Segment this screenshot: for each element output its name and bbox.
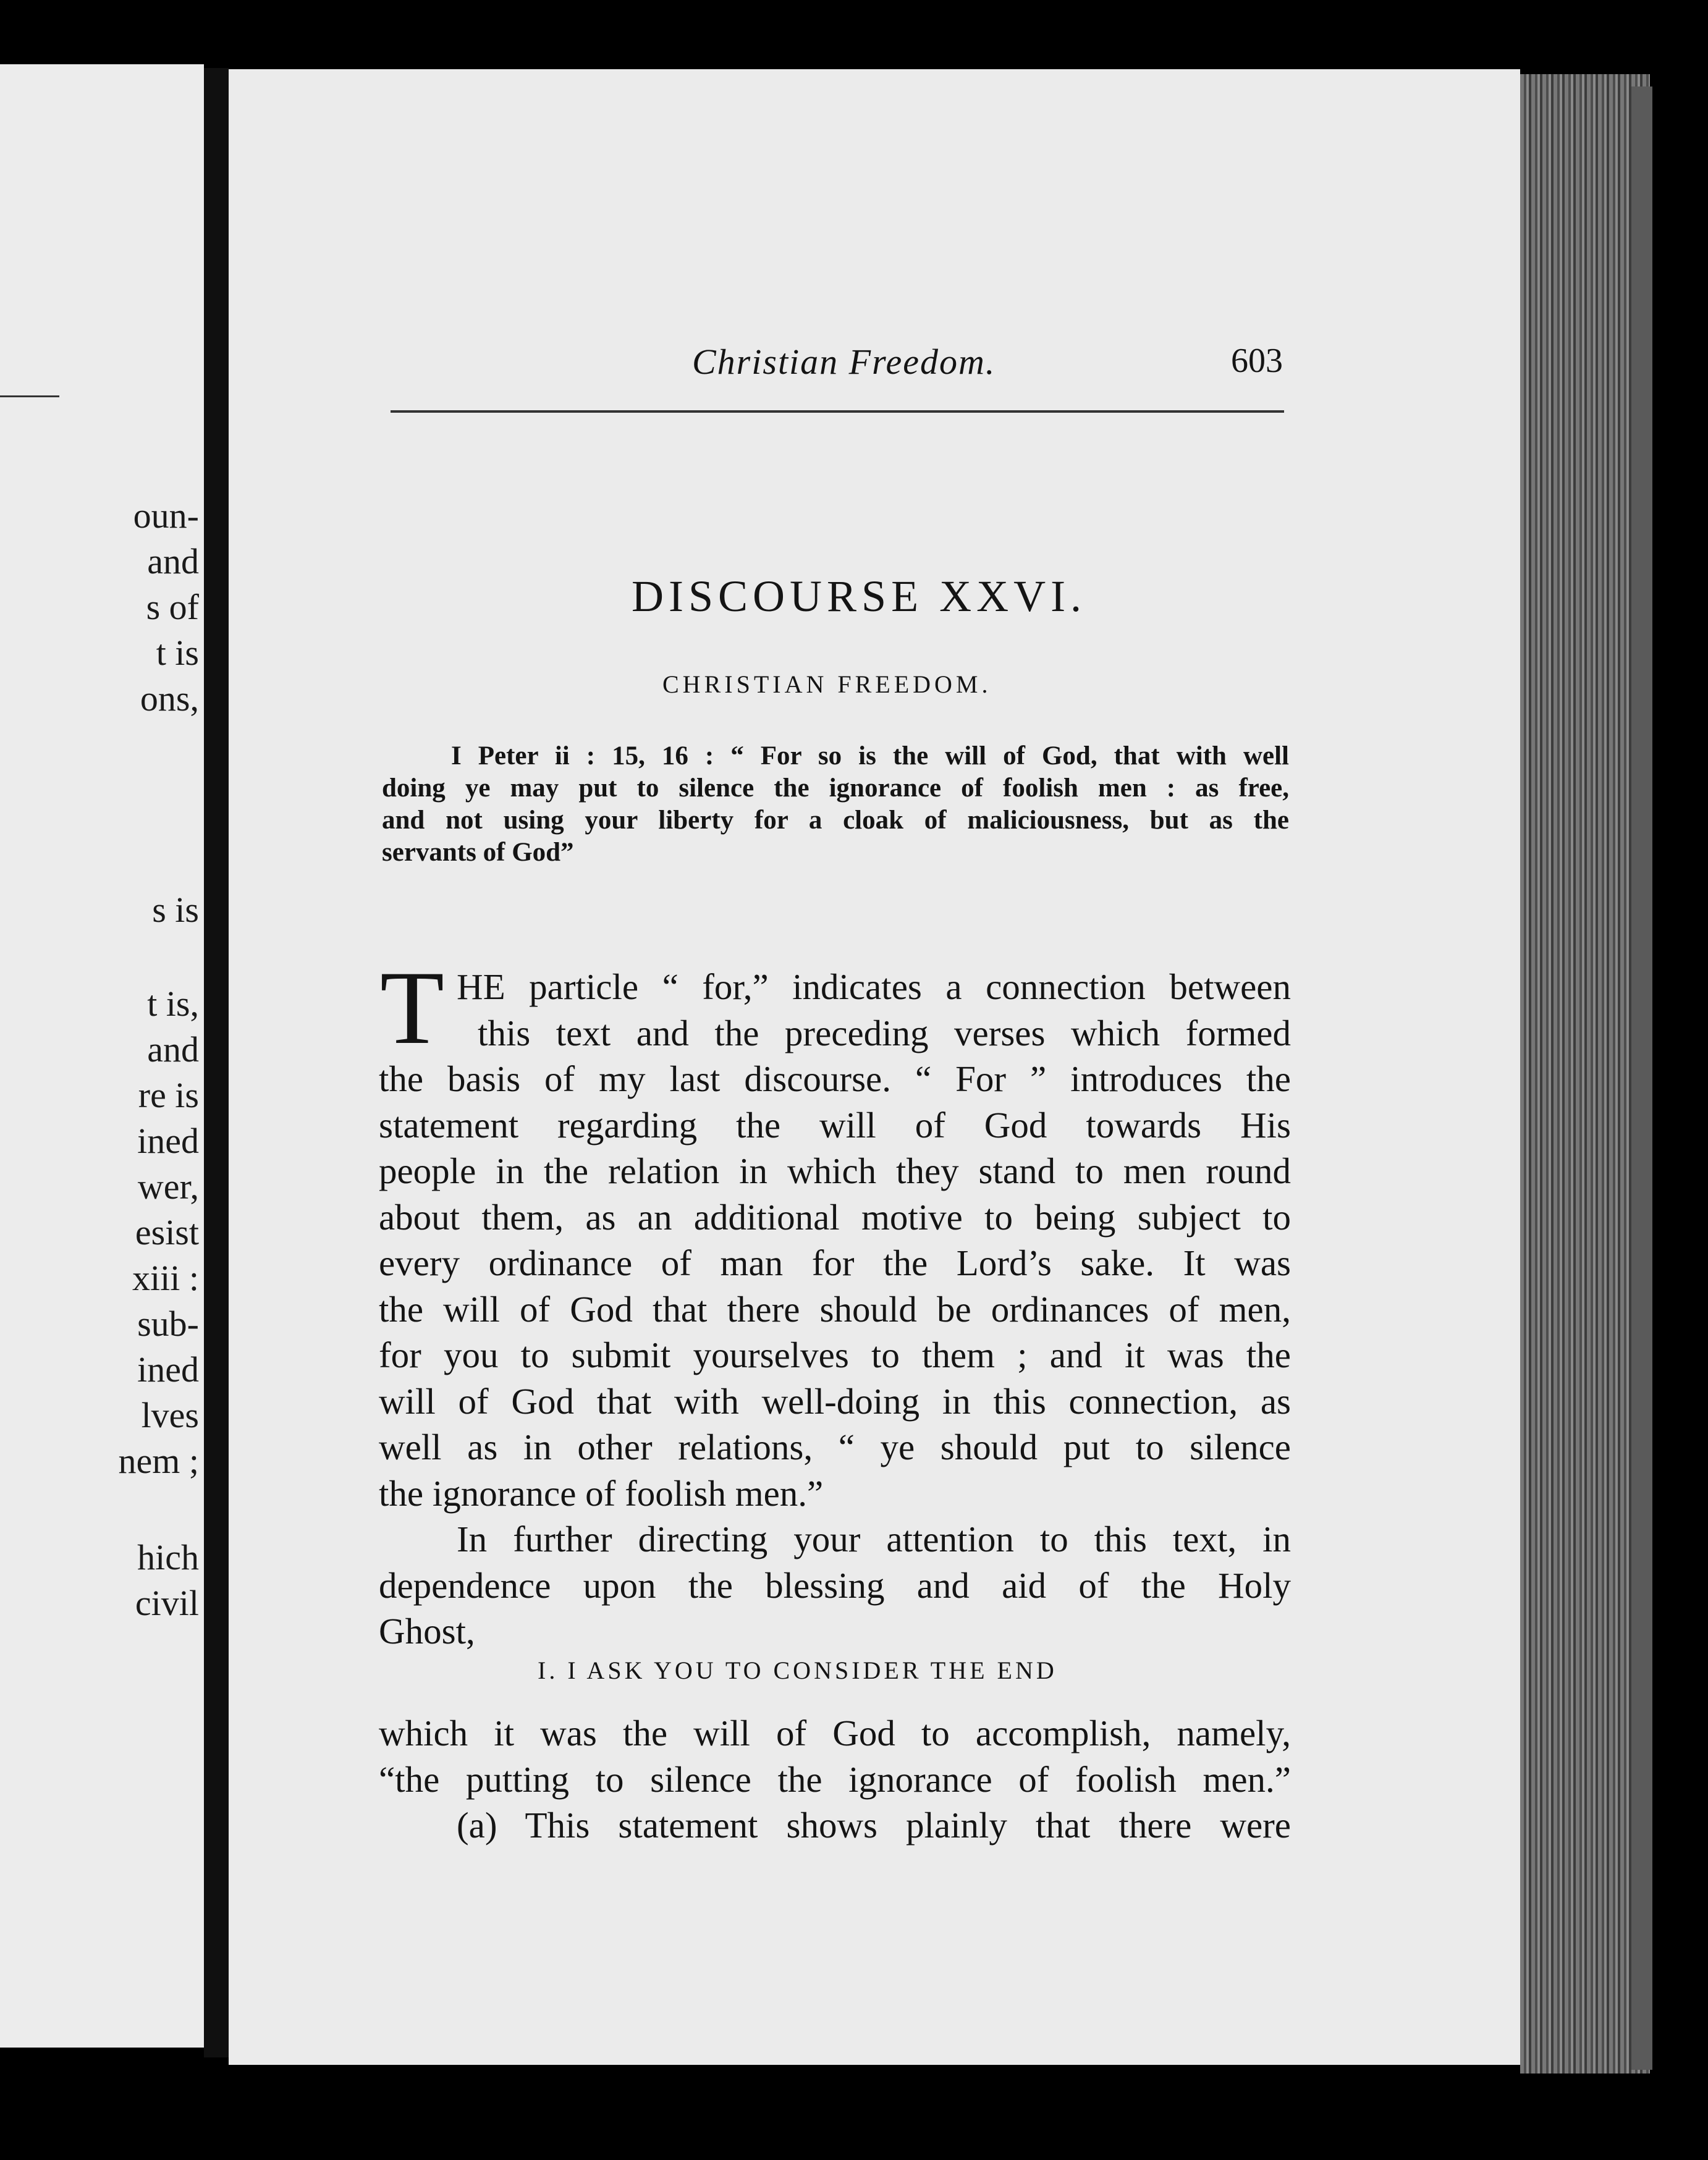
- left-fragment: civil: [135, 1583, 199, 1623]
- left-fragment: hich: [137, 1537, 199, 1577]
- section-heading: I. I ASK YOU TO CONSIDER THE END: [538, 1656, 1057, 1684]
- page-edges: [1520, 74, 1650, 2074]
- book-cover-edge: [1631, 86, 1652, 2070]
- left-fragment: and: [147, 541, 199, 581]
- left-fragment: esist: [135, 1212, 199, 1252]
- body-line: every ordinance of man for the Lord’s sake. It was: [379, 1242, 1291, 1283]
- left-fragment: sub-: [137, 1304, 199, 1344]
- body-line: people in the relation in which they stand to men round: [379, 1150, 1291, 1191]
- left-fragment: and: [147, 1029, 199, 1069]
- left-fragment: lves: [141, 1395, 199, 1435]
- left-fragment: s is: [152, 890, 199, 930]
- left-fragment: t is: [156, 633, 199, 673]
- body-line: the basis of my last discourse. “ For ” introduces the: [379, 1058, 1291, 1099]
- body-line: In further directing your attention to this text, in: [457, 1519, 1291, 1559]
- closing-text: [379, 1710, 1291, 1849]
- header-rule: [391, 410, 1284, 413]
- left-fragment: t is,: [147, 984, 199, 1024]
- page-number: 603: [1231, 342, 1283, 380]
- left-fragment: ons,: [140, 678, 199, 719]
- left-page-rule: [0, 395, 59, 397]
- left-fragment: re is: [138, 1075, 199, 1115]
- discourse-subtitle: CHRISTIAN FREEDOM.: [662, 670, 992, 698]
- body-line: the ignorance of foolish men.”: [379, 1472, 824, 1514]
- body-line: statement regarding the will of God towards His: [379, 1104, 1291, 1145]
- body-line: for you to submit yourselves to them ; and it was the: [379, 1335, 1291, 1375]
- epigraph-line: and not using your liberty for a cloak of maliciousness, but as the: [382, 806, 1289, 835]
- drop-cap: T: [380, 950, 444, 1066]
- body-line: about them, as an additional motive to being subject to: [379, 1196, 1291, 1238]
- epigraph-line: servants of God”: [382, 838, 574, 867]
- left-page: [0, 64, 204, 2048]
- left-fragment: ined: [137, 1121, 199, 1161]
- book-page: [229, 69, 1520, 2065]
- body-line: well as in other relations, “ ye should put to silence: [379, 1427, 1291, 1467]
- scripture-epigraph: [382, 740, 1289, 869]
- body-line: the will of God that there should be ordinances of men,: [379, 1288, 1291, 1330]
- body-line: which it was the will of God to accomplish, namely,: [379, 1713, 1291, 1753]
- left-fragment: ined: [137, 1349, 199, 1390]
- body-text: [379, 964, 1291, 1655]
- epigraph-line: I Peter ii : 15, 16 : “ For so is the will of God, that with well: [451, 741, 1289, 770]
- body-line: (a) This statement shows plainly that there were: [457, 1805, 1291, 1846]
- left-fragment: nem ;: [118, 1441, 199, 1481]
- body-line: dependence upon the blessing and aid of the Holy: [379, 1564, 1291, 1606]
- body-line: HE particle “ for,” indicates a connection between: [457, 966, 1291, 1007]
- left-fragment: oun-: [133, 496, 199, 536]
- running-title: Christian Freedom.: [692, 342, 996, 382]
- epigraph-line: doing ye may put to silence the ignorance of foolish men : as free,: [382, 774, 1289, 803]
- body-line: this text and the preceding verses which formed: [478, 1012, 1291, 1053]
- left-fragment: wer,: [137, 1166, 199, 1207]
- body-line: will of God that with well-doing in this connection, as: [379, 1380, 1291, 1422]
- body-line: “the putting to silence the ignorance of foolish men.”: [379, 1758, 1291, 1800]
- body-line: Ghost,: [379, 1611, 475, 1652]
- left-fragment: s of: [146, 587, 199, 627]
- left-fragment: xiii :: [132, 1258, 199, 1298]
- book-gutter: [204, 68, 229, 2057]
- discourse-title: DISCOURSE XXVI.: [632, 572, 1087, 621]
